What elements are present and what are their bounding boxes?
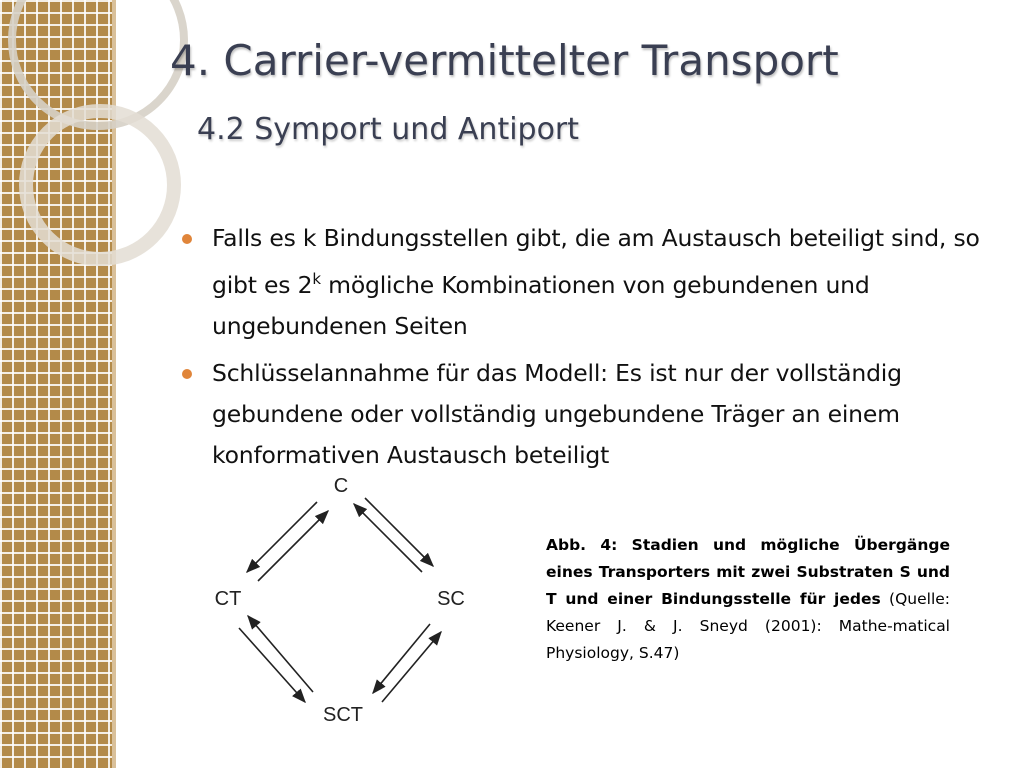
- caption-title: Abb. 4: Stadien und mögliche Übergänge eines Transporters mit zwei Substraten S und T und einer Bindungsstelle für jedes: [546, 536, 950, 608]
- node-c: C: [333, 475, 349, 497]
- arrow-ct-to-c: [258, 511, 328, 581]
- arrow-sct-to-ct: [248, 616, 313, 692]
- slide-title: 4. Carrier-vermittelter Transport: [170, 36, 839, 85]
- arrow-sct-to-sc: [382, 632, 441, 702]
- node-sc: SC: [437, 588, 465, 610]
- figure-caption: [546, 532, 950, 667]
- bullet-text: Schlüsselannahme für das Modell: Es ist nur der vollständig gebundene oder vollständig ungebundene Träger an einem konformativen Austausch beteiligt: [212, 358, 902, 469]
- bullet-item: [182, 218, 990, 347]
- bullet-dot-icon: [182, 369, 192, 379]
- bullet-text: Falls es k Bindungsstellen gibt, die am Austausch beteiligt sind, so gibt es 2: [212, 224, 980, 299]
- bullet-item: [182, 353, 990, 476]
- arrow-sc-to-c: [354, 504, 422, 572]
- bullet-text-continued: mögliche Kombinationen von gebundenen und ungebundenen Seiten: [212, 270, 870, 340]
- arrow-c-to-sc: [365, 498, 433, 566]
- arrow-ct-to-sct: [239, 628, 305, 702]
- arrow-c-to-ct: [247, 502, 317, 572]
- slide-subtitle: 4.2 Symport und Antiport: [197, 112, 580, 147]
- caption-source: (Quelle: Keener J. & J. Sneyd (2001): Mathe-matical Physiology, S.47): [546, 590, 951, 662]
- arrow-sc-to-sct: [373, 624, 430, 693]
- transporter-state-diagram: [195, 468, 495, 728]
- bullet-dot-icon: [182, 234, 192, 244]
- node-sct: SCT: [323, 704, 363, 726]
- node-ct: CT: [214, 588, 242, 610]
- bullet-list: [182, 218, 990, 482]
- bullet-superscript: k: [312, 270, 321, 288]
